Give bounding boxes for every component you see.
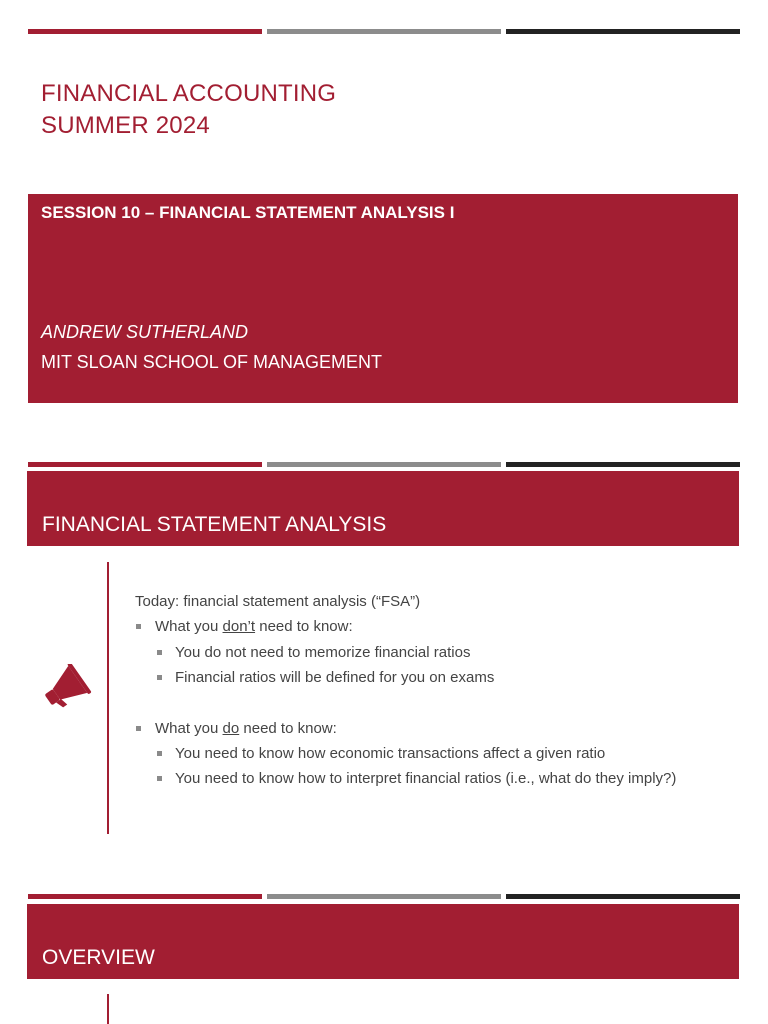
header-stripe-gray [267, 29, 501, 34]
dont-heading [155, 618, 353, 635]
sub-bullet-marker [157, 675, 162, 680]
sub-bullet-marker [157, 650, 162, 655]
header-stripe-dark [506, 462, 740, 467]
dont-item-1: You do not need to memorize financial ratios [175, 644, 471, 661]
slide-title: OVERVIEW [42, 946, 155, 969]
author-name: ANDREW SUTHERLAND [41, 322, 249, 342]
header-stripe-gray [267, 894, 501, 899]
course-title: FINANCIAL ACCOUNTING [41, 80, 337, 107]
session-title: SESSION 10 – FINANCIAL STATEMENT ANALYSIS I [41, 203, 455, 222]
sub-bullet-marker [157, 776, 162, 781]
bullet-marker [136, 624, 141, 629]
header-stripe-dark [506, 29, 740, 34]
dont-item-2: Financial ratios will be defined for you on exams [175, 669, 495, 686]
header-stripe-red [28, 462, 262, 467]
dont-emphasis: don’t [222, 618, 256, 635]
do-emphasis: do [222, 720, 240, 737]
course-term: SUMMER 2024 [41, 112, 210, 139]
do-heading [155, 720, 337, 737]
slide-title: FINANCIAL STATEMENT ANALYSIS [42, 513, 387, 536]
do-prefix: What you [155, 720, 223, 737]
do-item-1: You need to know how economic transactions affect a given ratio [175, 745, 606, 762]
vertical-divider [107, 994, 109, 1024]
bullet-marker [136, 726, 141, 731]
megaphone-icon [40, 664, 92, 710]
school-name: MIT SLOAN SCHOOL OF MANAGEMENT [41, 352, 383, 372]
header-stripe-red [28, 894, 262, 899]
sub-bullet-marker [157, 751, 162, 756]
vertical-divider [107, 562, 109, 834]
intro-text: Today: financial statement analysis (“FSA”) [135, 593, 421, 610]
header-stripe-red [28, 29, 262, 34]
dont-prefix: What you [155, 618, 223, 635]
do-item-2: You need to know how to interpret financial ratios (i.e., what do they imply?) [175, 770, 677, 787]
header-stripe-gray [267, 462, 501, 467]
do-suffix: need to know: [239, 720, 337, 737]
dont-suffix: need to know: [255, 618, 353, 635]
header-stripe-dark [506, 894, 740, 899]
